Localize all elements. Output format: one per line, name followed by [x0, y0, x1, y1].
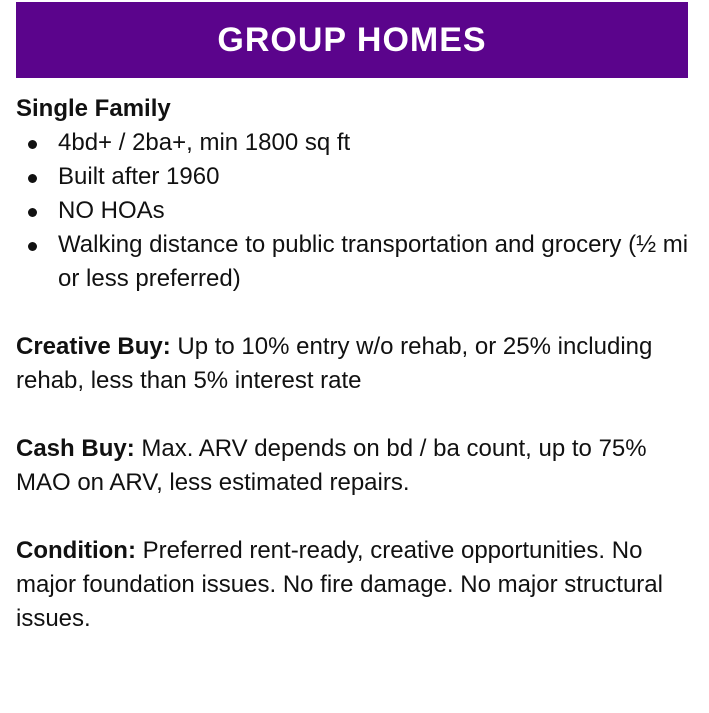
page-title: GROUP HOMES	[217, 20, 487, 59]
bullet-icon	[28, 208, 37, 217]
condition-paragraph	[16, 534, 696, 636]
list-item-text: Walking distance to public transportation and grocery (½ mi or less preferred)	[58, 231, 689, 292]
cash-buy-text: Max. ARV depends on bd / ba count, up to 75% MAO on ARV, less estimated repairs.	[16, 435, 647, 496]
list-item-text: 4bd+ / 2ba+, min 1800 sq ft	[58, 129, 351, 156]
bullet-icon	[28, 242, 37, 251]
title-banner	[16, 2, 688, 78]
creative-buy-label: Creative Buy:	[16, 333, 171, 360]
creative-buy-paragraph	[16, 330, 696, 398]
single-family-list	[16, 126, 696, 296]
cash-buy-label: Cash Buy:	[16, 435, 135, 462]
cash-buy-paragraph	[16, 432, 696, 500]
list-item	[58, 160, 696, 194]
condition-label: Condition:	[16, 537, 136, 564]
criteria-content	[16, 92, 696, 636]
creative-buy-text: Up to 10% entry w/o rehab, or 25% including rehab, less than 5% interest rate	[16, 333, 653, 394]
single-family-heading: Single Family	[16, 95, 171, 122]
list-item	[58, 126, 696, 160]
list-item-text: NO HOAs	[58, 197, 165, 224]
bullet-icon	[28, 140, 37, 149]
bullet-icon	[28, 174, 37, 183]
list-item-text: Built after 1960	[58, 163, 220, 190]
list-item	[58, 228, 696, 296]
condition-text: Preferred rent-ready, creative opportunities. No major foundation issues. No fire damage. No major structural issues.	[16, 537, 663, 632]
list-item	[58, 194, 696, 228]
